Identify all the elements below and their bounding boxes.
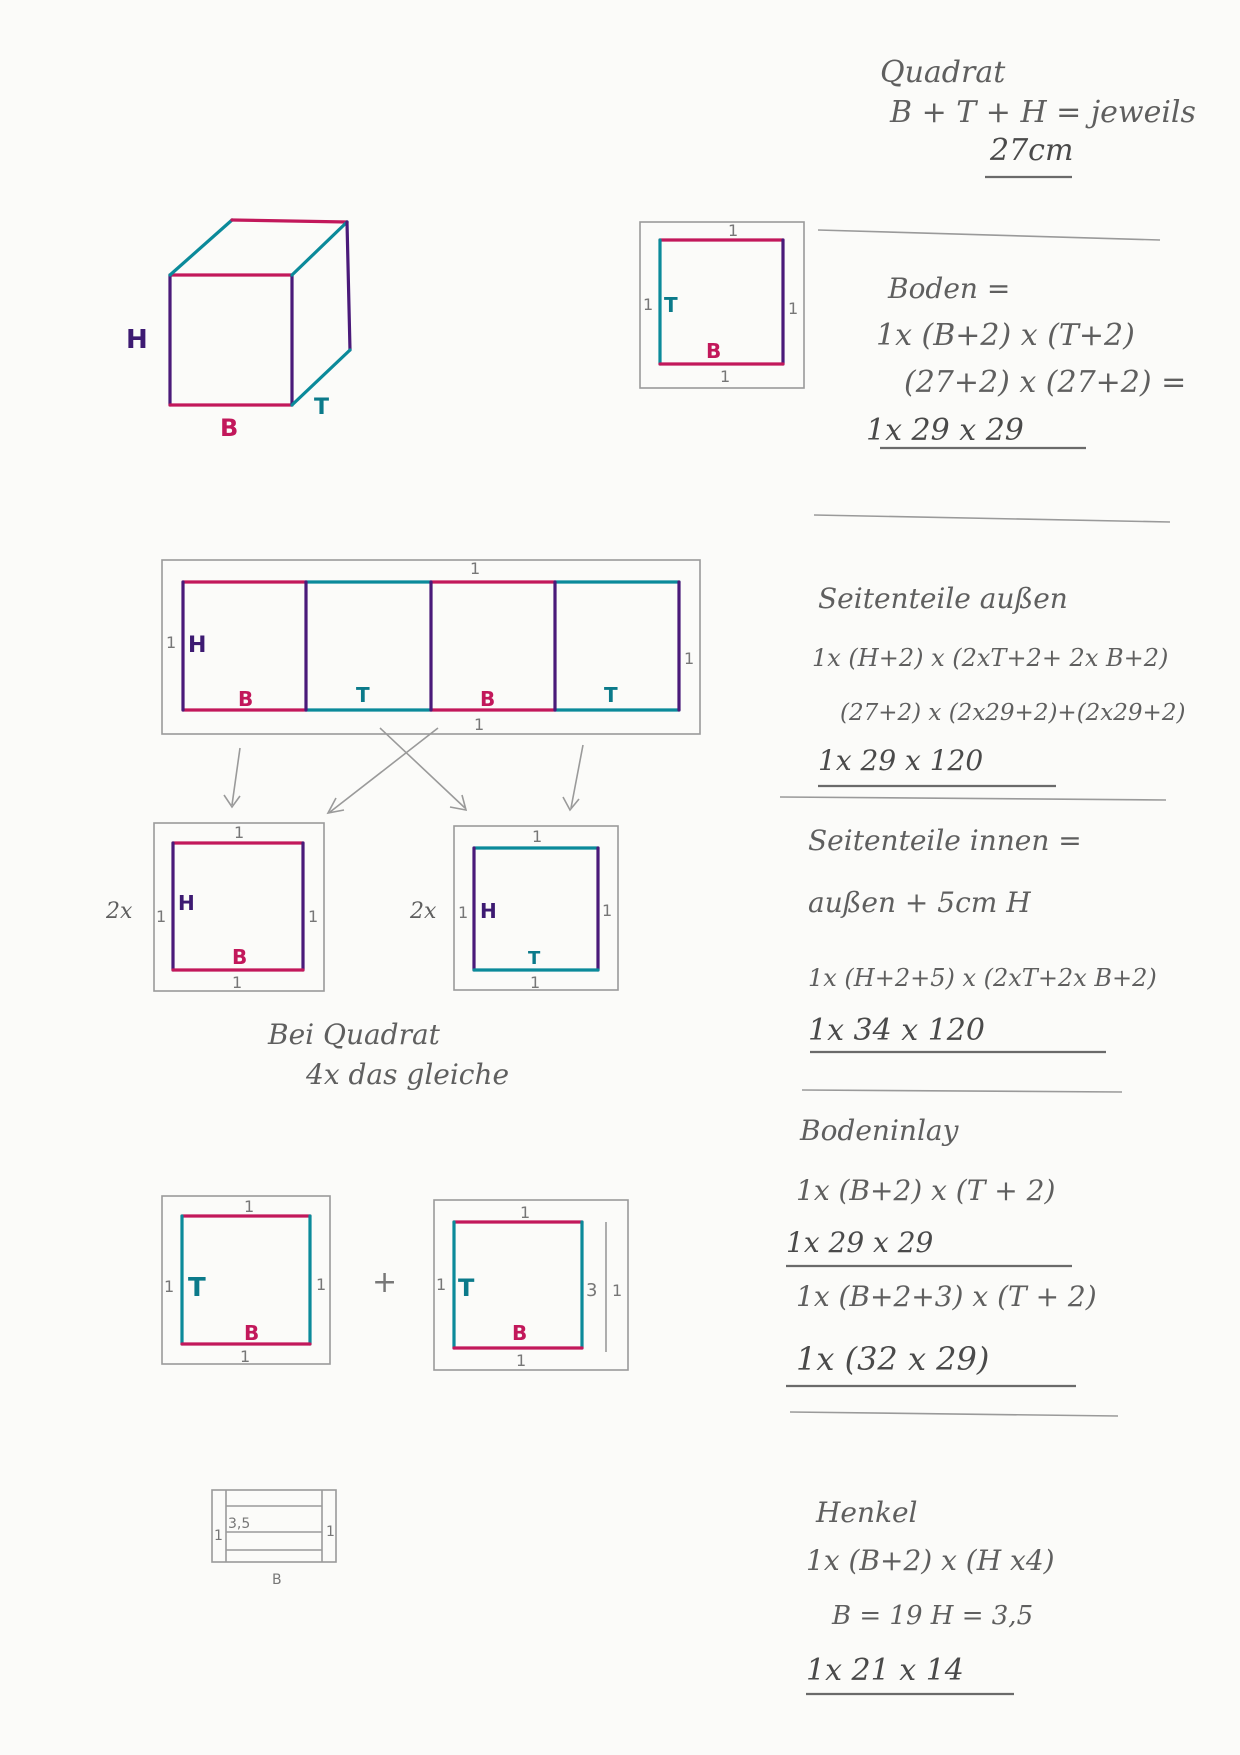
boden-formula: 1x (B+2) x (T+2) (876, 318, 1135, 353)
seitenteile-strip (162, 559, 700, 734)
svg-text:H: H (188, 633, 207, 658)
quadrat-note-2: 4x das gleiche (306, 1058, 510, 1091)
cube-label-h: H (126, 325, 148, 355)
henkel-diagram (212, 1490, 336, 1588)
svg-text:H: H (178, 891, 195, 915)
boden-result: 1x 29 x 29 (866, 413, 1024, 448)
henkel-result: 1x 21 x 14 (806, 1653, 964, 1688)
svg-text:1: 1 (612, 1281, 623, 1300)
quadrat-note-1: Bei Quadrat (268, 1018, 440, 1051)
svg-text:1: 1 (234, 823, 245, 842)
svg-text:1: 1 (788, 299, 799, 318)
svg-text:1: 1 (470, 559, 481, 578)
svg-text:B: B (512, 1321, 528, 1345)
svg-text:B: B (244, 1321, 260, 1345)
innen-result: 1x 34 x 120 (808, 1013, 985, 1048)
svg-text:1: 1 (530, 973, 541, 992)
boden-diagram (640, 221, 804, 388)
svg-text:1: 1 (602, 901, 613, 920)
svg-text:1: 1 (308, 907, 319, 926)
svg-text:1: 1 (214, 1528, 223, 1544)
svg-text:1: 1 (156, 907, 167, 926)
svg-text:1: 1 (164, 1277, 175, 1296)
innen-subtitle: außen + 5cm H (808, 886, 1031, 919)
boden-label-b: B (706, 339, 722, 363)
svg-text:T: T (604, 683, 618, 707)
svg-text:3,5: 3,5 (228, 1516, 251, 1532)
aussen-result: 1x 29 x 120 (818, 744, 984, 777)
header-sum: B + T + H = jeweils (890, 95, 1196, 130)
svg-text:1: 1 (684, 649, 695, 668)
plus-sign: + (372, 1265, 398, 1300)
header-size: 27cm (990, 133, 1074, 168)
aussen-formula: 1x (H+2) x (2xT+2+ 2x B+2) (812, 644, 1169, 672)
svg-text:1: 1 (532, 827, 543, 846)
svg-text:1: 1 (643, 295, 654, 314)
svg-text:1: 1 (232, 973, 243, 992)
inlay-result-2: 1x (32 x 29) (796, 1340, 990, 1378)
svg-text:B: B (272, 1572, 282, 1588)
boden-label-t: T (664, 293, 678, 317)
svg-text:3: 3 (586, 1280, 598, 1301)
cube-label-t: T (314, 395, 330, 420)
svg-text:2x: 2x (410, 899, 437, 924)
svg-text:B: B (238, 687, 254, 711)
boden-title: Boden = (888, 272, 1011, 305)
svg-text:1: 1 (436, 1275, 447, 1294)
cube-label-b: B (220, 414, 239, 442)
split-arrows (224, 728, 583, 813)
aussen-values: (27+2) x (2x29+2)+(2x29+2) (840, 700, 1186, 726)
inlay-result-1: 1x 29 x 29 (786, 1226, 934, 1259)
seitenteil-piece-b (105, 823, 324, 992)
svg-text:T: T (188, 1273, 206, 1303)
svg-text:1: 1 (326, 1524, 335, 1540)
svg-text:B: B (480, 687, 496, 711)
svg-text:1: 1 (166, 633, 177, 652)
svg-text:1: 1 (728, 221, 739, 240)
svg-text:1: 1 (516, 1351, 527, 1370)
svg-text:B: B (232, 945, 248, 969)
svg-text:T: T (528, 948, 541, 969)
henkel-values: B = 19 H = 3,5 (832, 1601, 1034, 1631)
header-quadrat: Quadrat (880, 55, 1006, 90)
svg-text:2x: 2x (106, 899, 133, 924)
cube-diagram (126, 220, 350, 442)
svg-text:T: T (458, 1274, 475, 1302)
svg-text:1: 1 (474, 715, 485, 734)
svg-text:1: 1 (244, 1197, 255, 1216)
svg-text:T: T (356, 683, 370, 707)
innen-formula: 1x (H+2+5) x (2xT+2x B+2) (808, 964, 1157, 992)
svg-text:1: 1 (520, 1203, 531, 1222)
svg-text:1: 1 (720, 367, 731, 386)
svg-text:1: 1 (240, 1347, 251, 1366)
svg-text:H: H (480, 899, 497, 923)
inlay-formula-1: 1x (B+2) x (T + 2) (796, 1174, 1056, 1207)
svg-text:1: 1 (316, 1275, 327, 1294)
henkel-formula: 1x (B+2) x (H x4) (806, 1544, 1055, 1577)
innen-title: Seitenteile innen = (808, 824, 1082, 857)
bodeninlay-piece-2 (434, 1200, 628, 1370)
boden-values: (27+2) x (27+2) = (904, 365, 1187, 400)
seitenteil-piece-t (409, 826, 618, 992)
aussen-title: Seitenteile außen (818, 582, 1068, 615)
inlay-formula-2: 1x (B+2+3) x (T + 2) (796, 1280, 1097, 1313)
inlay-title: Bodeninlay (800, 1114, 959, 1147)
henkel-title: Henkel (816, 1496, 918, 1529)
svg-text:1: 1 (458, 903, 469, 922)
bodeninlay-piece-1 (162, 1196, 330, 1366)
